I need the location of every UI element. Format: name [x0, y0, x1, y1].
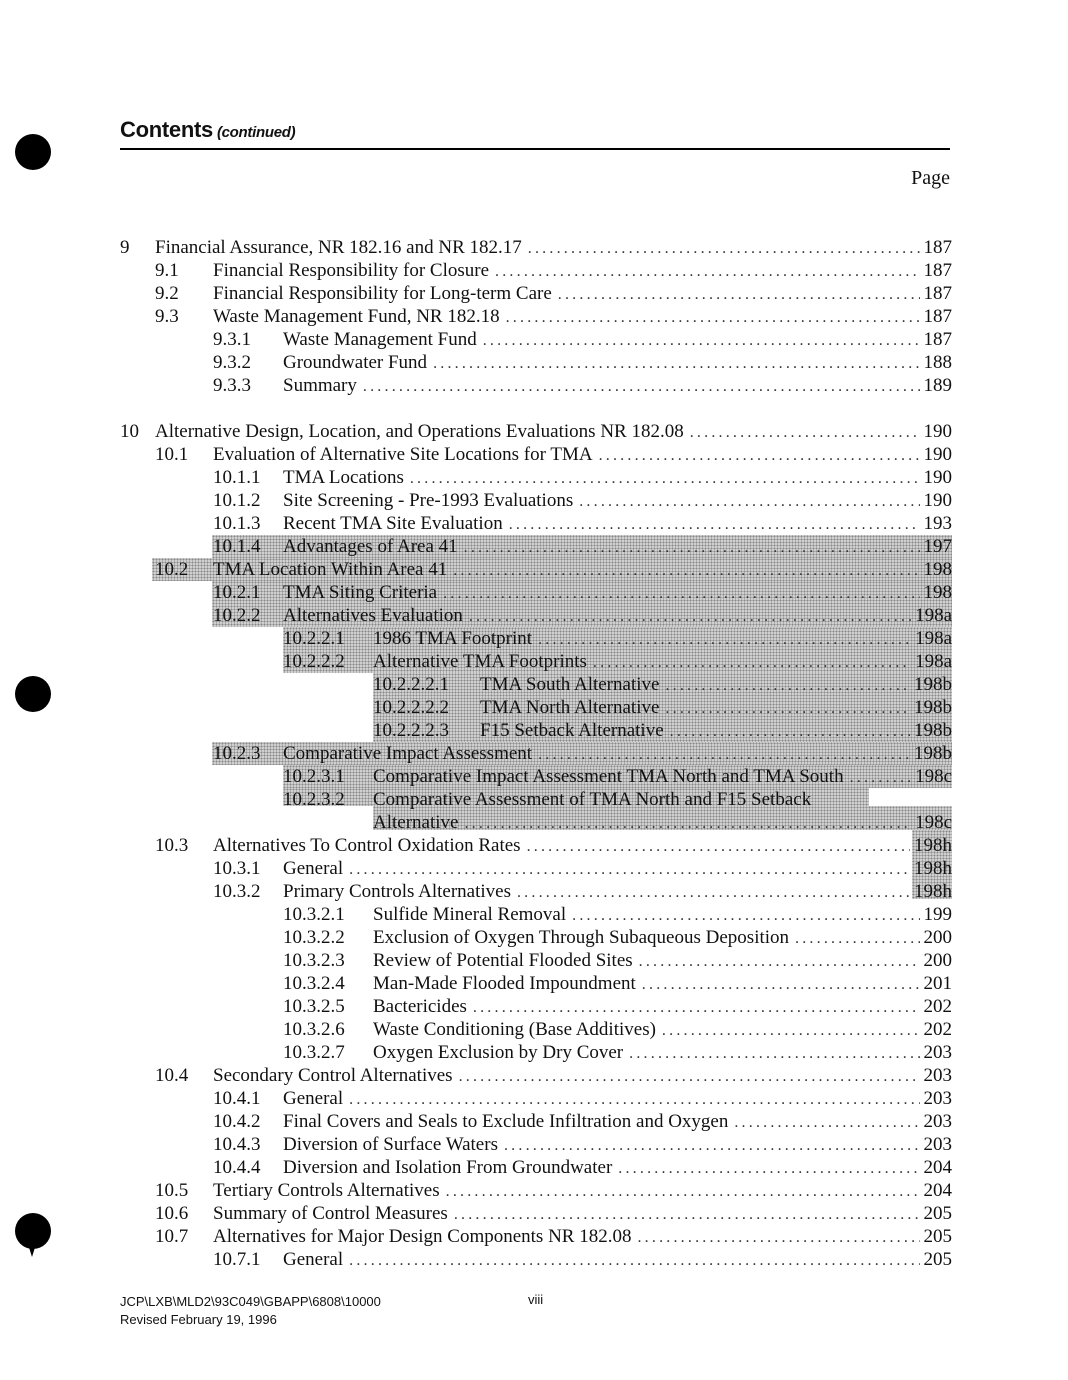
dot-leader — [670, 720, 910, 743]
toc-entry-page: 187 — [923, 329, 952, 350]
toc-entry[interactable] — [0, 880, 1068, 903]
toc-entry-title: TMA North Alternative — [480, 697, 660, 718]
dot-leader — [579, 490, 919, 513]
footer-revised-date: Revised February 19, 1996 — [120, 1312, 277, 1327]
toc-entry-page: 202 — [923, 1019, 952, 1040]
toc-entry[interactable] — [0, 972, 1068, 995]
toc-entry-number: 10.2 — [155, 559, 189, 580]
dot-leader — [453, 559, 919, 582]
dot-leader — [443, 582, 919, 605]
toc-entry[interactable] — [0, 512, 1068, 535]
toc-entry-title: General — [283, 1249, 344, 1270]
toc-entry-page: 198b — [914, 743, 952, 764]
dot-leader — [690, 421, 920, 444]
toc-entry-number: 10.1.3 — [213, 513, 261, 534]
toc-entry-number: 10.3.2.1 — [283, 904, 345, 925]
toc-entry[interactable] — [0, 1225, 1068, 1248]
toc-entry-number: 10.7 — [155, 1226, 189, 1247]
toc-entry-title: F15 Setback Alternative — [480, 720, 664, 741]
toc-entry[interactable] — [0, 788, 1068, 834]
toc-entry-number: 10.3 — [155, 835, 189, 856]
toc-entry-page: 198c — [915, 812, 952, 833]
toc-entry-page: 187 — [923, 306, 952, 327]
toc-entry-number: 10.4.4 — [213, 1157, 261, 1178]
toc-entry-title: Oxygen Exclusion by Dry Cover — [373, 1042, 624, 1063]
toc-entry-title: Review of Potential Flooded Sites — [373, 950, 633, 971]
toc-entry[interactable] — [0, 535, 1068, 558]
toc-entry-number: 9.3.2 — [213, 352, 251, 373]
toc-entry-number: 10.1 — [155, 444, 189, 465]
toc-entry-number: 9.2 — [155, 283, 179, 304]
toc-entry-title: Diversion of Surface Waters — [283, 1134, 498, 1155]
dot-leader — [639, 950, 920, 973]
toc-entry-number: 10.2.2.2 — [283, 651, 345, 672]
dot-leader — [572, 904, 919, 927]
toc-entry-number: 10.2.2 — [213, 605, 261, 626]
toc-entry-page: 193 — [923, 513, 952, 534]
toc-entry-number: 10 — [120, 421, 139, 442]
toc-entry-title: Financial Assurance, NR 182.16 and NR 182.17 — [155, 237, 522, 258]
toc-entry-number: 10.2.1 — [213, 582, 261, 603]
toc-entry-page: 198a — [915, 628, 952, 649]
toc-entry-number: 10.2.2.2.2 — [373, 697, 449, 718]
dot-leader — [593, 651, 911, 674]
toc-entry[interactable] — [0, 351, 1068, 374]
dot-leader — [446, 1180, 920, 1203]
toc-entry-number: 9.3 — [155, 306, 179, 327]
toc-entry-page: 190 — [923, 490, 952, 511]
toc-entry[interactable] — [0, 1018, 1068, 1041]
toc-entry-title: TMA South Alternative — [480, 674, 660, 695]
toc-entry-title: Waste Conditioning (Base Additives) — [373, 1019, 656, 1040]
dot-leader — [662, 1019, 920, 1042]
toc-entry[interactable] — [0, 1087, 1068, 1110]
toc-entry-page: 198h — [914, 858, 952, 879]
toc-entry-title: Summary — [283, 375, 357, 396]
toc-entry-title: Secondary Control Alternatives — [213, 1065, 453, 1086]
toc-entry[interactable] — [0, 420, 1068, 443]
toc-entry-title: Recent TMA Site Evaluation — [283, 513, 503, 534]
toc-entry[interactable] — [0, 374, 1068, 397]
toc-entry[interactable] — [0, 604, 1068, 627]
toc-entry[interactable] — [0, 926, 1068, 949]
toc-entry-number: 10.3.2.7 — [283, 1042, 345, 1063]
dot-leader — [454, 1203, 920, 1226]
dot-leader — [637, 1226, 919, 1249]
toc-entry-title: Comparative Assessment of TMA North and F15 Setback — [373, 789, 812, 810]
dot-leader — [599, 444, 920, 467]
dot-leader — [629, 1042, 919, 1065]
toc-entry[interactable] — [0, 489, 1068, 512]
toc-entry-page: 205 — [923, 1249, 952, 1270]
toc-entry-page: 190 — [923, 421, 952, 442]
dot-leader — [349, 858, 910, 881]
toc-entry-title: TMA Locations — [283, 467, 404, 488]
title-text: Contents — [120, 117, 213, 142]
toc-entry[interactable] — [0, 742, 1068, 765]
toc-entry[interactable] — [0, 719, 1068, 742]
toc-entry[interactable] — [0, 1248, 1068, 1271]
toc-entry-page: 198 — [923, 559, 952, 580]
toc-entry-number: 10.6 — [155, 1203, 189, 1224]
toc-entry-title: Tertiary Controls Alternatives — [213, 1180, 440, 1201]
toc-entry[interactable] — [0, 1156, 1068, 1179]
dot-leader — [469, 605, 911, 628]
toc-entry-page: 198 — [923, 582, 952, 603]
toc-entry-title: Site Screening - Pre-1993 Evaluations — [283, 490, 574, 511]
dot-leader — [363, 375, 920, 398]
toc-entry-title: Alternatives To Control Oxidation Rates — [213, 835, 521, 856]
toc-entry-page: 188 — [923, 352, 952, 373]
toc-entry-title: Final Covers and Seals to Exclude Infiltration and Oxygen — [283, 1111, 729, 1132]
toc-entry-page: 203 — [923, 1042, 952, 1063]
toc-entry[interactable] — [0, 627, 1068, 650]
dot-leader — [665, 697, 910, 720]
dot-leader — [504, 1134, 920, 1157]
toc-entry[interactable] — [0, 259, 1068, 282]
dot-leader — [433, 352, 919, 375]
dot-leader — [528, 237, 920, 260]
toc-entry[interactable] — [0, 995, 1068, 1018]
toc-entry-number: 10.2.2.1 — [283, 628, 345, 649]
toc-entry[interactable] — [0, 466, 1068, 489]
toc-entry[interactable] — [0, 1041, 1068, 1064]
toc-entry-title: Advantages of Area 41 — [283, 536, 458, 557]
dot-leader — [538, 743, 910, 766]
toc-entry[interactable] — [0, 857, 1068, 880]
toc-entry-page: 200 — [923, 927, 952, 948]
toc-entry-title: General — [283, 1088, 344, 1109]
toc-entry-title: Bactericides — [373, 996, 467, 1017]
toc-entry-number: 10.1.2 — [213, 490, 261, 511]
toc-entry[interactable] — [0, 236, 1068, 259]
toc-entry-number: 9 — [120, 237, 130, 258]
dot-leader — [464, 812, 911, 835]
toc-entry[interactable] — [0, 581, 1068, 604]
toc-entry-title: Alternatives Evaluation — [283, 605, 463, 626]
dot-leader — [506, 306, 920, 329]
toc-entry-page: 199 — [923, 904, 952, 925]
toc-entry-number: 10.1.4 — [213, 536, 261, 557]
toc-entry-page: 200 — [923, 950, 952, 971]
toc-entry[interactable] — [0, 1179, 1068, 1202]
toc-entry[interactable] — [0, 305, 1068, 328]
toc-entry-page: 203 — [923, 1088, 952, 1109]
toc-entry[interactable] — [0, 1110, 1068, 1133]
toc-entry-page: 187 — [923, 237, 952, 258]
toc-entry-number: 10.4.1 — [213, 1088, 261, 1109]
toc-entry-number: 9.3.1 — [213, 329, 251, 350]
toc-entry-page: 203 — [923, 1065, 952, 1086]
toc-entry[interactable] — [0, 282, 1068, 305]
dot-leader — [473, 996, 920, 1019]
toc-entry-title: Alternative TMA Footprints — [373, 651, 587, 672]
toc-entry-page: 187 — [923, 260, 952, 281]
toc-entry-page: 198a — [915, 651, 952, 672]
toc-entry-page: 202 — [923, 996, 952, 1017]
toc-entry-title: TMA Siting Criteria — [283, 582, 438, 603]
toc-entry[interactable] — [0, 696, 1068, 719]
dot-leader — [527, 835, 910, 858]
toc-entry[interactable] — [0, 673, 1068, 696]
toc-entry-number: 10.3.2 — [213, 881, 261, 902]
toc-entry-title: Alternatives for Major Design Components NR 182.08 — [213, 1226, 632, 1247]
toc-entry-number: 10.1.1 — [213, 467, 261, 488]
dot-leader — [349, 1249, 919, 1272]
dot-leader — [642, 973, 920, 996]
toc-entry-page: 203 — [923, 1134, 952, 1155]
toc-entry-title: Comparative Impact Assessment TMA North and TMA South — [373, 766, 844, 787]
dot-leader — [850, 766, 911, 789]
toc-entry-page: 189 — [923, 375, 952, 396]
toc-entry-number: 10.2.3.2 — [283, 789, 345, 810]
toc-entry[interactable] — [0, 443, 1068, 466]
toc-entry-page: 205 — [923, 1226, 952, 1247]
toc-entry-title: Comparative Impact Assessment — [283, 743, 533, 764]
toc-entry-page: 198h — [914, 881, 952, 902]
dot-leader — [558, 283, 920, 306]
toc-entry-page: 190 — [923, 467, 952, 488]
toc-entry-number: 10.3.2.3 — [283, 950, 345, 971]
toc-entry-page: 203 — [923, 1111, 952, 1132]
page-column-heading: Page — [911, 167, 950, 189]
toc-entry-number: 10.2.2.2.3 — [373, 720, 449, 741]
toc-entry[interactable] — [0, 903, 1068, 926]
toc-entry[interactable] — [0, 765, 1068, 788]
toc-entry-number: 10.3.2.5 — [283, 996, 345, 1017]
toc-entry-number: 10.2.3.1 — [283, 766, 345, 787]
toc-entry-number: 10.3.1 — [213, 858, 261, 879]
toc-entry-title-continuation: Alternative — [373, 812, 459, 833]
toc-entry-number: 10.3.2.6 — [283, 1019, 345, 1040]
toc-entry[interactable] — [0, 558, 1068, 581]
toc-entry-title: Alternative Design, Location, and Operations Evaluations NR 182.08 — [155, 421, 684, 442]
dot-leader — [410, 467, 920, 490]
toc-entry-title: Sulfide Mineral Removal — [373, 904, 567, 925]
dot-leader — [795, 927, 919, 950]
toc-entry-number: 10.7.1 — [213, 1249, 261, 1270]
dot-leader — [509, 513, 920, 536]
dot-leader — [483, 329, 920, 352]
toc-entry-page: 198a — [915, 605, 952, 626]
toc-entry-page: 198h — [914, 835, 952, 856]
toc-entry[interactable] — [0, 650, 1068, 673]
toc-entry-page: 198b — [914, 674, 952, 695]
dot-leader — [464, 536, 920, 559]
toc-entry-title: Man-Made Flooded Impoundment — [373, 973, 636, 994]
toc-entry-number: 10.2.2.2.1 — [373, 674, 449, 695]
toc-entry-title: Diversion and Isolation From Groundwater — [283, 1157, 613, 1178]
toc-entry-number: 9.1 — [155, 260, 179, 281]
toc-entry-title: Groundwater Fund — [283, 352, 428, 373]
toc-entry-title: Evaluation of Alternative Site Locations for TMA — [213, 444, 593, 465]
toc-entry-title: General — [283, 858, 344, 879]
dot-leader — [734, 1111, 919, 1134]
toc-entry-title: Summary of Control Measures — [213, 1203, 448, 1224]
dot-leader — [618, 1157, 919, 1180]
footer-page-number: viii — [528, 1292, 544, 1307]
toc-entry-page: 187 — [923, 283, 952, 304]
toc-entry[interactable] — [0, 1202, 1068, 1225]
toc-entry-title: 1986 TMA Footprint — [373, 628, 533, 649]
title-continued: (continued) — [216, 124, 296, 141]
toc-entry[interactable] — [0, 834, 1068, 857]
toc-entry-page: 205 — [923, 1203, 952, 1224]
toc-entry-title: Waste Management Fund, NR 182.18 — [213, 306, 500, 327]
toc-entry-page: 198c — [915, 766, 952, 787]
toc-entry[interactable] — [0, 1064, 1068, 1087]
toc-entry-title: TMA Location Within Area 41 — [213, 559, 448, 580]
toc-entry-number: 10.2.3 — [213, 743, 261, 764]
toc-entry-number: 10.3.2.4 — [283, 973, 345, 994]
toc-entry-page: 204 — [923, 1157, 952, 1178]
toc-entry-title: Exclusion of Oxygen Through Subaqueous Deposition — [373, 927, 790, 948]
dot-leader — [459, 1065, 920, 1088]
toc-entry[interactable] — [0, 328, 1068, 351]
toc-entry-page: 198b — [914, 697, 952, 718]
toc-entry-number: 10.4.3 — [213, 1134, 261, 1155]
dot-leader — [349, 1088, 919, 1111]
toc-entry-number: 10.4.2 — [213, 1111, 261, 1132]
dot-leader — [495, 260, 919, 283]
toc-entry[interactable] — [0, 949, 1068, 972]
toc-entry-number: 10.3.2.2 — [283, 927, 345, 948]
toc-entry-title: Financial Responsibility for Long-term Care — [213, 283, 552, 304]
dot-leader — [517, 881, 910, 904]
dot-leader — [665, 674, 910, 697]
toc-entry-page: 201 — [923, 973, 952, 994]
toc-entry-title: Financial Responsibility for Closure — [213, 260, 490, 281]
toc-entry-page: 190 — [923, 444, 952, 465]
toc-entry-page: 197 — [923, 536, 952, 557]
footer-file-path: JCP\LXB\MLD2\93C049\GBAPP\6808\10000 — [120, 1294, 381, 1309]
toc-entry-title: Primary Controls Alternatives — [283, 881, 511, 902]
toc-entry-page: 198b — [914, 720, 952, 741]
toc-entry-number: 9.3.3 — [213, 375, 251, 396]
dot-leader — [538, 628, 911, 651]
toc-entry-number: 10.5 — [155, 1180, 189, 1201]
toc-entry-title: Waste Management Fund — [283, 329, 477, 350]
toc-entry-page: 204 — [923, 1180, 952, 1201]
toc-entry[interactable] — [0, 1133, 1068, 1156]
toc-entry-number: 10.4 — [155, 1065, 189, 1086]
